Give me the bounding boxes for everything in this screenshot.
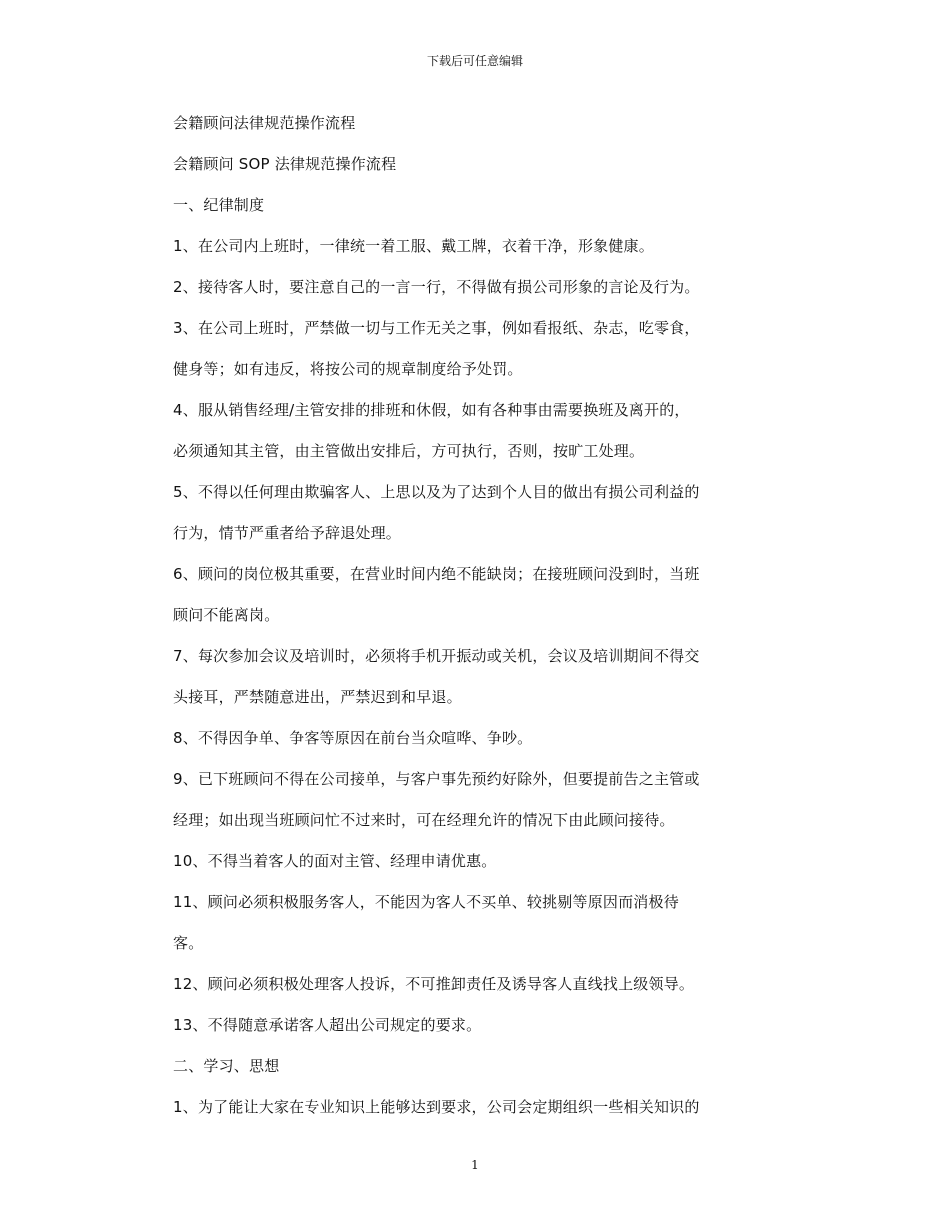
paragraph-line: 6、顾问的岗位极其重要，在营业时间内绝不能缺岗；在接班顾问没到时，当班 xyxy=(173,565,700,583)
paragraph-line: 健身等；如有违反，将按公司的规章制度给予处罚。 xyxy=(173,360,523,378)
document-subtitle: 会籍顾问 SOP 法律规范操作流程 xyxy=(173,155,397,173)
section-heading: 二、学习、思想 xyxy=(173,1057,280,1075)
paragraph-line: 顾问不能离岗。 xyxy=(173,606,280,624)
paragraph-line: 4、服从销售经理/主管安排的排班和休假，如有各种事由需要换班及离开的， xyxy=(173,401,690,419)
document-body xyxy=(173,108,773,1133)
paragraph-line: 3、在公司上班时，严禁做一切与工作无关之事，例如看报纸、杂志，吃零食， xyxy=(173,319,700,337)
paragraph-line: 1、为了能让大家在专业知识上能够达到要求，公司会定期组织一些相关知识的 xyxy=(173,1098,700,1116)
paragraph-line: 7、每次参加会议及培训时，必须将手机开振动或关机，会议及培训期间不得交 xyxy=(173,647,700,665)
paragraph-line: 5、不得以任何理由欺骗客人、上思以及为了达到个人目的做出有损公司利益的 xyxy=(173,483,700,501)
paragraph-line: 必须通知其主管，由主管做出安排后，方可执行，否则，按旷工处理。 xyxy=(173,442,645,460)
paragraph-line: 经理；如出现当班顾问忙不过来时，可在经理允许的情况下由此顾问接待。 xyxy=(173,811,675,829)
paragraph-line: 8、不得因争单、争客等原因在前台当众喧哗、争吵。 xyxy=(173,729,533,747)
section-heading: 一、纪律制度 xyxy=(173,196,265,214)
page-header: 下载后可任意编辑 xyxy=(426,54,523,68)
paragraph-line: 2、接待客人时，要注意自己的一言一行，不得做有损公司形象的言论及行为。 xyxy=(173,278,700,296)
paragraph-line: 9、已下班顾问不得在公司接单，与客户事先预约好除外，但要提前告之主管或 xyxy=(173,770,700,788)
paragraph-line: 10、不得当着客人的面对主管、经理申请优惠。 xyxy=(173,852,497,870)
paragraph-line: 头接耳，严禁随意进出，严禁迟到和早退。 xyxy=(173,688,462,706)
paragraph-line: 客。 xyxy=(173,934,204,952)
paragraph-line: 1、在公司内上班时，一律统一着工服、戴工牌，衣着干净，形象健康。 xyxy=(173,237,654,255)
page-number: 1 xyxy=(471,1158,479,1172)
paragraph-line: 行为，情节严重者给予辞退处理。 xyxy=(173,524,402,542)
document-title: 会籍顾问法律规范操作流程 xyxy=(173,114,356,132)
paragraph-line: 11、顾问必须积极服务客人，不能因为客人不买单、较挑剔等原因而消极待 xyxy=(173,893,679,911)
paragraph-line: 12、顾问必须积极处理客人投诉，不可推卸责任及诱导客人直线找上级领导。 xyxy=(173,975,695,993)
paragraph-line: 13、不得随意承诺客人超出公司规定的要求。 xyxy=(173,1016,482,1034)
